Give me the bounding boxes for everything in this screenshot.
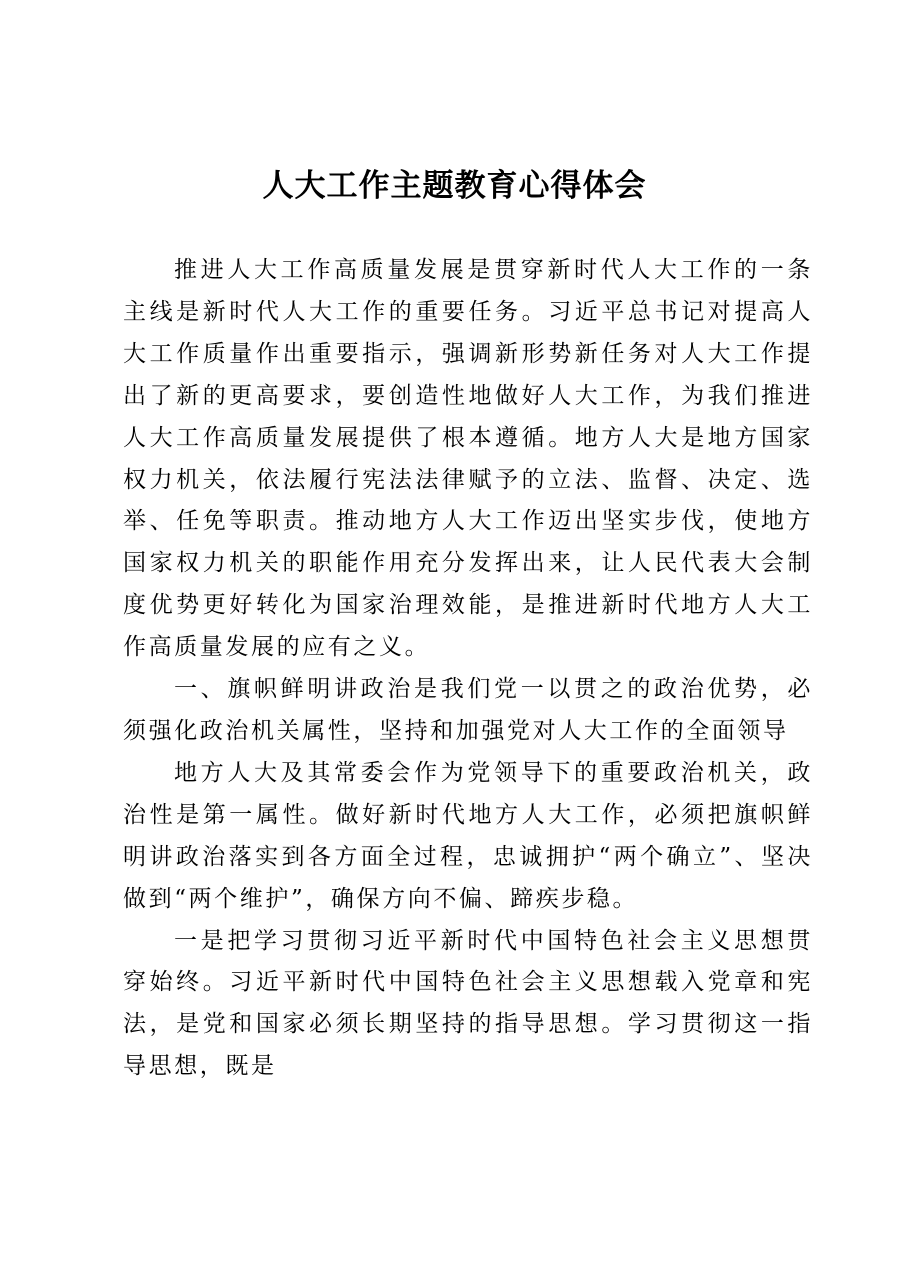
paragraph-point-one: 一是把学习贯彻习近平新时代中国特色社会主义思想贯穿始终。习近平新时代中国特色社会主义思想载入党章和宪法，是党和国家必须长期坚持的指导思想。学习贯彻这一指导思想，既是	[123, 927, 813, 1080]
document-body	[123, 250, 813, 1088]
paragraph-intro: 推进人大工作高质量发展是贯穿新时代人大工作的一条主线是新时代人大工作的重要任务。习近平总书记对提高人大工作质量作出重要指示，强调新形势新任务对人大工作提出了新的更高要求，要创造性地做好人大工作，为我们推进人大工作高质量发展提供了根本遵循。地方人大是地方国家权力机关，依法履行宪法法律赋予的立法、监督、决定、选举、任免等职责。推动地方人大工作迈出坚实步伐，使地方国家权力机关的职能作用充分发挥出来，让人民代表大会制度优势更好转化为国家治理效能，是推进新时代地方人大工作高质量发展的应有之义。	[123, 257, 813, 661]
document-title: 人大工作主题教育心得体会	[262, 168, 647, 204]
paragraph-section-heading: 一、旗帜鲜明讲政治是我们党一以贯之的政治优势，必须强化政治机关属性，坚持和加强党对人大工作的全面领导	[123, 676, 813, 744]
paragraph-political-nature: 地方人大及其常委会作为党领导下的重要政治机关，政治性是第一属性。做好新时代地方人大工作，必须把旗帜鲜明讲政治落实到各方面全过程，忠诚拥护“两个确立”、坚决做到“两个维护”，确保方向不偏、蹄疾步稳。	[123, 759, 813, 912]
